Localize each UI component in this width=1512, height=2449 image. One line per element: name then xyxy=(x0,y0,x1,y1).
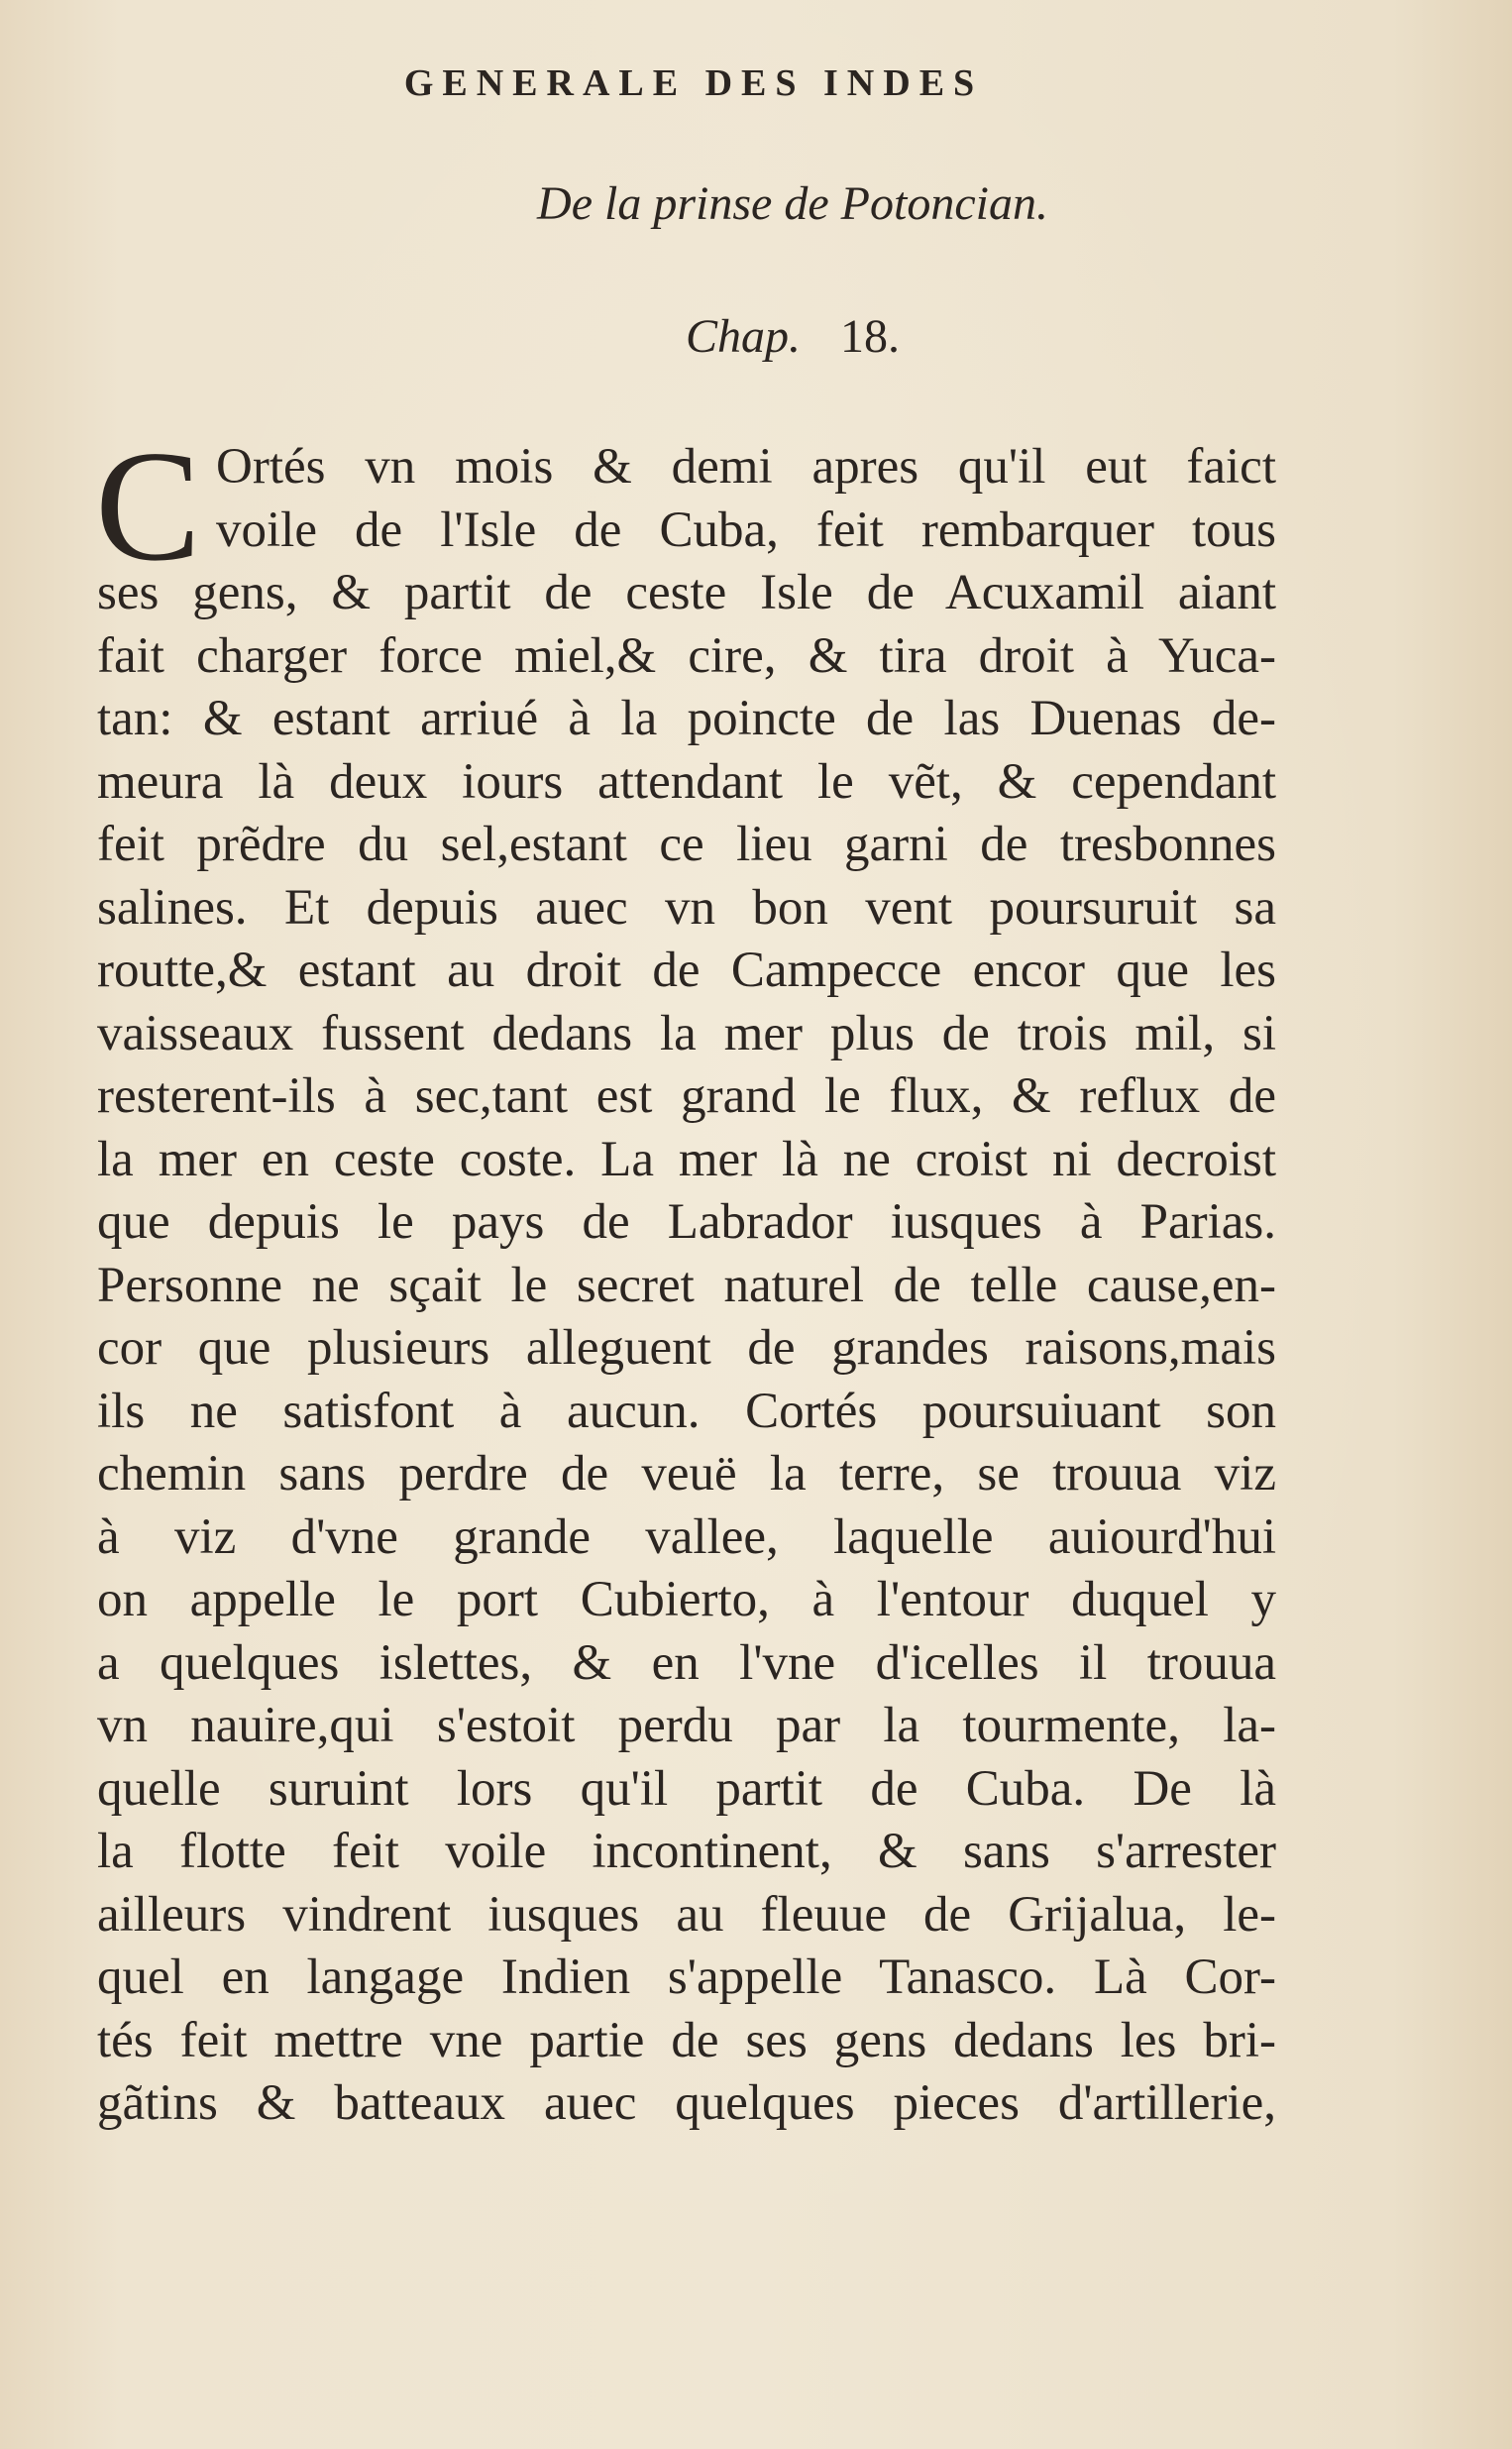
body-text xyxy=(95,417,1276,2136)
text-line: Personne ne sçait le secret naturel de telle cause,en- xyxy=(97,1257,1276,1313)
text-line: on appelle le port Cubierto, à l'entour duquel y xyxy=(97,1572,1276,1627)
running-head: GENERALE DES INDES xyxy=(403,62,984,104)
text-line: quelle suruint lors qu'il partit de Cuba. De là xyxy=(97,1760,1276,1817)
text-line: feit prẽdre du sel,estant ce lieu garni de tresbonnes xyxy=(97,817,1276,872)
text-line: resterent-ils à sec,tant est grand le flux, & reflux de xyxy=(97,1068,1276,1124)
text-line: voile de l'Isle de Cuba, feit rembarquer tous xyxy=(216,501,1276,558)
chapter-heading xyxy=(495,309,1090,364)
chapter-title: De la prinse de Potoncian. xyxy=(537,177,1048,230)
text-line: fait charger force miel,& cire, & tira droit à Yuca- xyxy=(97,627,1276,684)
text-line: a quelques islettes, & en l'vne d'icelles il trouua xyxy=(97,1634,1276,1691)
text-line: cor que plusieurs alleguent de grandes raisons,mais xyxy=(97,1320,1276,1376)
text-line: ailleurs vindrent iusques au fleuue de Grijalua, le- xyxy=(97,1886,1276,1943)
text-line: vaisseaux fussent dedans la mer plus de trois mil, si xyxy=(97,1005,1276,1061)
text-line: meura là deux iours attendant le vẽt, & cependant xyxy=(97,753,1276,810)
text-line: quel en langage Indien s'appelle Tanasco. Là Cor- xyxy=(97,1949,1276,2005)
text-line: tan: & estant arriué à la poincte de las Duenas de- xyxy=(97,691,1276,746)
text-line: ils ne satisfont à aucun. Cortés poursuiuant son xyxy=(97,1383,1276,1439)
text-line: la flotte feit voile incontinent, & sans s'arrester xyxy=(97,1824,1276,1879)
text-line: à viz d'vne grande vallee, laquelle auiourd'hui xyxy=(97,1508,1276,1565)
text-line: vn nauire,qui s'estoit perdu par la tourmente, la- xyxy=(97,1698,1276,1753)
text-line: tés feit mettre vne partie de ses gens dedans les bri- xyxy=(97,2012,1276,2068)
text-line: salines. Et depuis auec vn bon vent poursuruit sa xyxy=(97,879,1276,936)
drop-cap: C xyxy=(95,417,201,594)
text-line: gãtins & batteaux auec quelques pieces d'artillerie, xyxy=(97,2075,1276,2131)
text-line: Ortés vn mois & demi apres qu'il eut faict xyxy=(216,439,1276,495)
chapter-label: Chap. xyxy=(685,310,801,363)
text-line: la mer en ceste coste. La mer là ne croist ni decroist xyxy=(97,1131,1276,1187)
text-line: ses gens, & partit de ceste Isle de Acuxamil aiant xyxy=(97,565,1276,620)
text-line: chemin sans perdre de veuë la terre, se trouua viz xyxy=(97,1446,1276,1502)
chapter-number: 18. xyxy=(840,310,900,363)
text-line: routte,& estant au droit de Campecce encor que les xyxy=(97,943,1276,998)
text-line: que depuis le pays de Labrador iusques à Parias. xyxy=(97,1194,1276,1250)
